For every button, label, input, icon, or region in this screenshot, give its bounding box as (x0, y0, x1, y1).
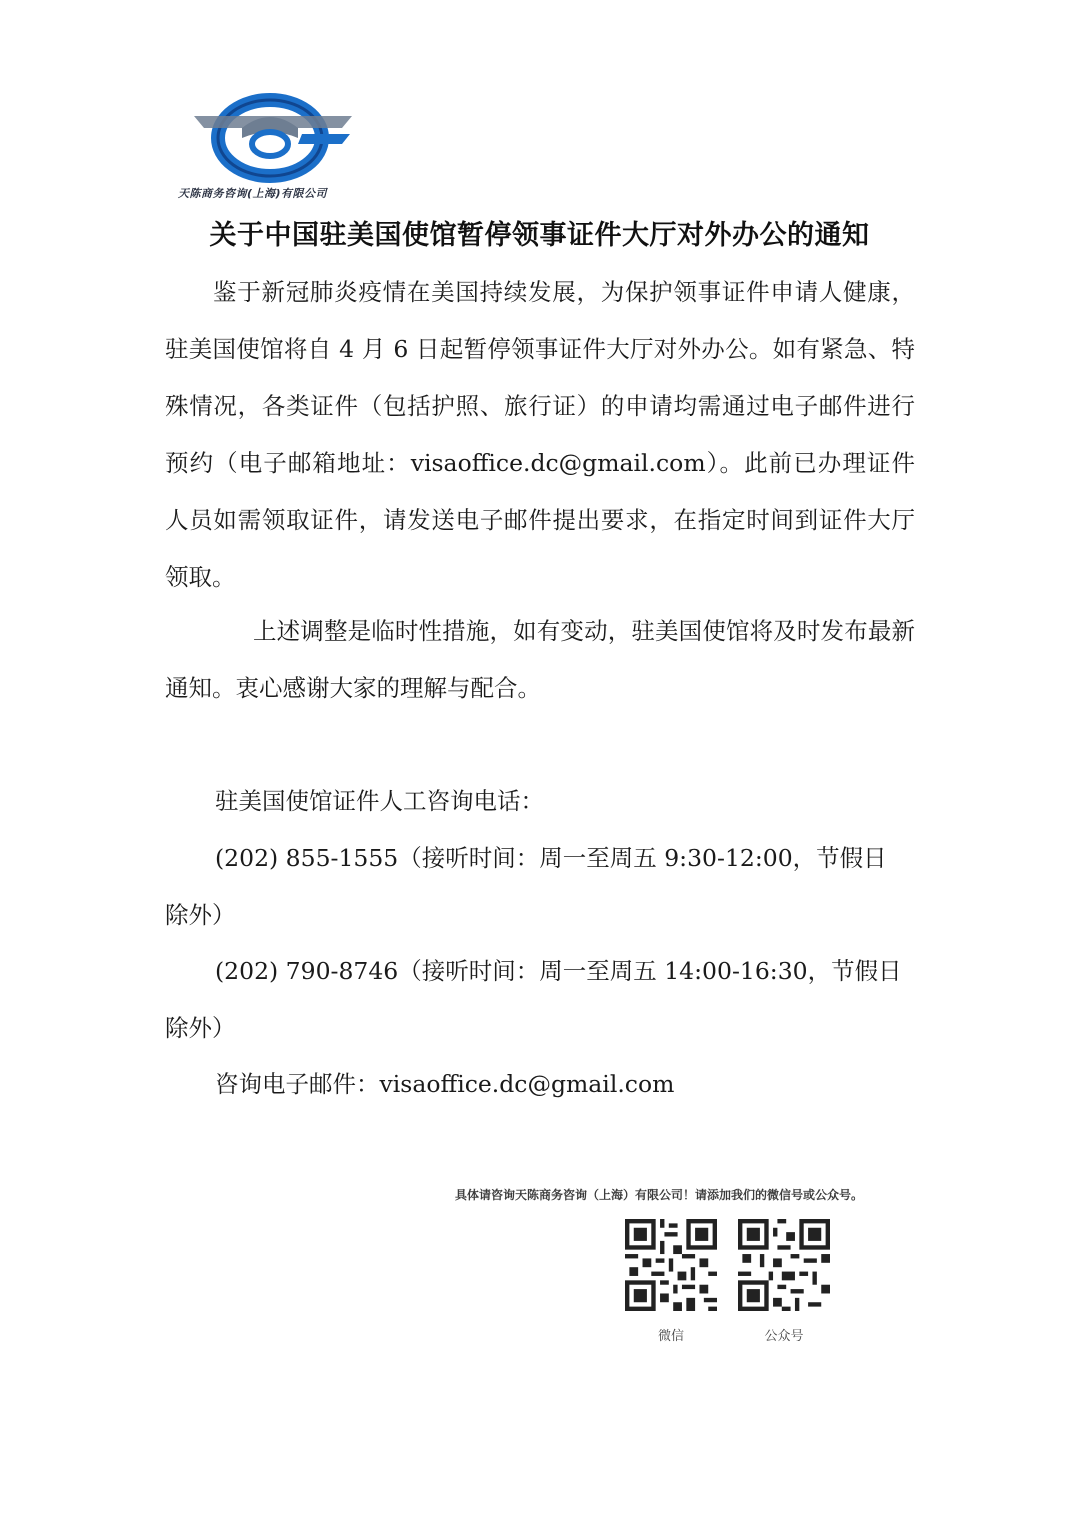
official-account-qr-label: 公众号 (764, 1329, 804, 1344)
contact-heading: 驻美国使馆证件人工咨询电话： (215, 787, 544, 815)
wechat-qr-code-icon (625, 1219, 717, 1311)
phone-2-line-2: 除外） (165, 1014, 236, 1042)
logo-caption: 天陈商务咨询(上海)有限公司 (178, 187, 328, 200)
contact-email: 咨询电子邮件：visaoffice.dc@gmail.com (215, 1070, 675, 1098)
phone-2-line-1: (202) 790-8746（接听时间：周一至周五 14:00-16:30，节假日 (215, 957, 902, 985)
notice-paragraph-2: 上述调整是临时性措施，如有变动，驻美国使馆将及时发布最新通知。衷心感谢大家的理解与配合。 (165, 617, 915, 702)
phone-1-line-1: (202) 855-1555（接听时间：周一至周五 9:30-12:00，节假日 (215, 844, 887, 872)
wechat-qr-label: 微信 (657, 1329, 684, 1344)
footer-note: 具体请咨询天陈商务咨询（上海）有限公司！请添加我们的微信号或公众号。 (455, 1188, 864, 1202)
notice-title: 关于中国驻美国使馆暂停领事证件大厅对外办公的通知 (209, 220, 870, 251)
official-account-qr-code-icon (738, 1219, 830, 1311)
company-logo-graphic (182, 86, 372, 196)
notice-paragraph-1: 鉴于新冠肺炎疫情在美国持续发展，为保护领事证件申请人健康，驻美国使馆将自 4 月 6 日起暂停领事证件大厅对外办公。如有紧急、特殊情况，各类证件（包括护照、旅行证）的申请均需通过电子邮件进行预约（电子邮箱地址：visaoffice.dc@gmail.com）。此前已办理证件人员如需领取证件，请发送电子邮件提出要求，在指定时间到证件大厅领取。 (165, 278, 915, 591)
phone-1-line-2: 除外） (165, 901, 236, 929)
